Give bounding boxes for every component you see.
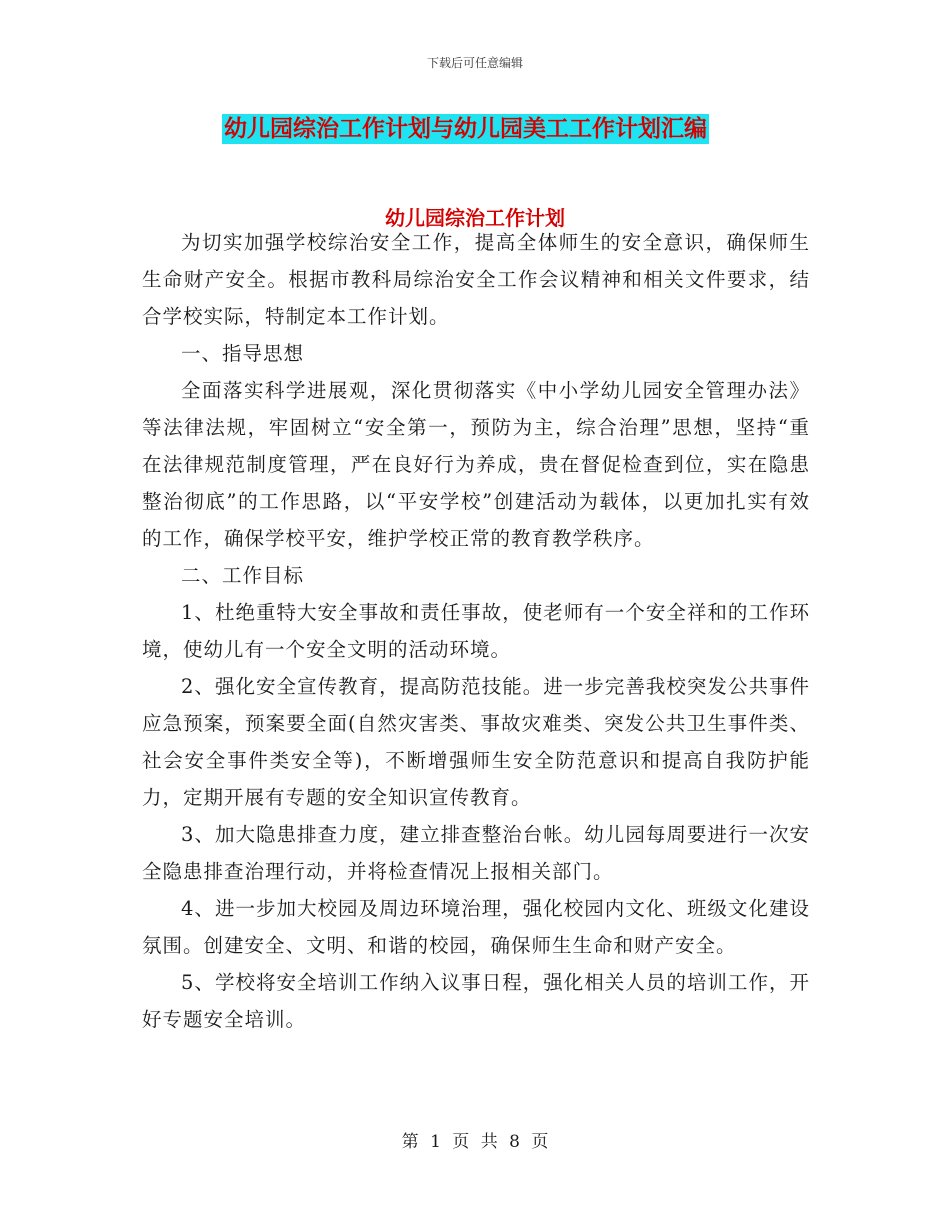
document-title: 幼儿园综治工作计划与幼儿园美工工作计划汇编 <box>224 115 707 142</box>
heading-work-goals: 二、工作目标 <box>181 564 305 587</box>
page-header-note: 下载后可任意编辑 <box>426 56 523 70</box>
heading-guiding-ideology: 一、指导思想 <box>181 342 305 365</box>
paragraph-goal-5: 5、学校将安全培训工作纳入议事日程，强化相关人员的培训工作，开好专题安全培训。 <box>142 971 810 1031</box>
paragraph-goal-3: 3、加大隐患排查力度，建立排查整治台帐。幼儿园每周要进行一次安全隐患排查治理行动，并将检查情况上报相关部门。 <box>142 823 810 883</box>
document-body <box>142 224 810 1038</box>
page-number: 第 1 页 共 8 页 <box>401 1132 549 1152</box>
section-title: 幼儿园综治工作计划 <box>385 206 565 230</box>
paragraph-intro: 为切实加强学校综治安全工作，提高全体师生的安全意识，确保师生生命财产安全。根据市教科局综治安全工作会议精神和相关文件要求，结合学校实际，特制定本工作计划。 <box>142 231 810 328</box>
paragraph-guiding-ideology: 全面落实科学进展观，深化贯彻落实《中小学幼儿园安全管理办法》等法律法规，牢固树立“安全第一，预防为主，综合治理”思想，坚持“重在法律规范制度管理，严在良好行为养成，贵在督促检查到位，实在隐患整治彻底”的工作思路，以“平安学校”创建活动为载体，以更加扎实有效的工作，确保学校平安，维护学校正常的教育教学秩序。 <box>142 379 810 550</box>
paragraph-goal-2: 2、强化安全宣传教育，提高防范技能。进一步完善我校突发公共事件应急预案，预案要全面(自然灾害类、事故灾难类、突发公共卫生事件类、社会安全事件类安全等)，不断增强师生安全防范意识和提高自我防护能力，定期开展有专题的安全知识宣传教育。 <box>142 675 810 809</box>
paragraph-goal-1: 1、杜绝重特大安全事故和责任事故，使老师有一个安全祥和的工作环境，使幼儿有一个安全文明的活动环境。 <box>142 601 810 661</box>
paragraph-goal-4: 4、进一步加大校园及周边环境治理，强化校园内文化、班级文化建设氛围。创建安全、文明、和谐的校园，确保师生生命和财产安全。 <box>142 897 810 957</box>
